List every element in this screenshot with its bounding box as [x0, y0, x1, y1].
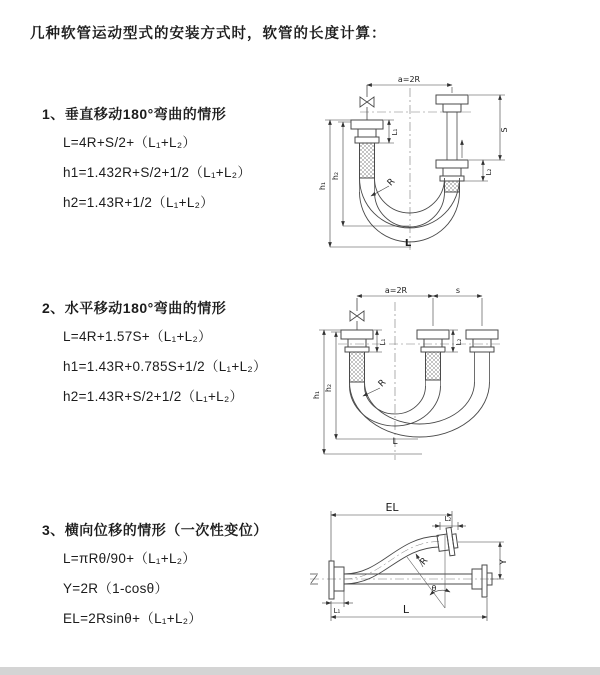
label-theta: θ — [431, 584, 437, 593]
section-2-formula-h1: h1=1.43R+0.785S+1/2（L₁+L₂） — [63, 359, 267, 374]
section-1-formula-h1: h1=1.432R+S/2+1/2（L₁+L₂） — [63, 165, 252, 180]
left-fitting — [341, 330, 373, 382]
valve-icon — [360, 85, 374, 120]
braided-hose-left — [350, 352, 365, 382]
braided-hose-left — [360, 143, 375, 178]
section-vertical-bend — [42, 104, 312, 218]
dimension-lines-2 — [319, 296, 482, 454]
valve-icon — [350, 298, 364, 330]
section-2-heading: 2、水平移动180°弯曲的情形 — [42, 300, 227, 316]
label-length: L — [402, 603, 410, 616]
section-1-formula-h2: h2=1.43R+1/2（L₁+L₂） — [63, 195, 214, 210]
section-1-formula-length: L=4R+S/2+（L₁+L₂） — [63, 135, 197, 150]
scan-edge — [0, 667, 600, 675]
upper-flange-displaced — [436, 527, 459, 557]
section-lateral-displacement — [42, 520, 312, 634]
diagram-vertical-bend — [305, 66, 575, 261]
label-l2: L₂ — [455, 338, 463, 346]
braided-hose-right — [445, 181, 460, 192]
diagram-lateral-displacement — [300, 495, 590, 655]
dimension-labels-1 — [318, 75, 509, 249]
label-radius: R — [376, 377, 389, 390]
label-length: L — [392, 437, 398, 447]
label-l2: L₂ — [444, 515, 452, 523]
middle-fitting-original — [417, 330, 449, 380]
page-title: 几种软管运动型式的安装方式时，软管的长度计算： — [30, 26, 387, 42]
braided-hose-middle — [426, 352, 441, 380]
label-stroke-s: s — [455, 286, 461, 295]
hose-assembly-2 — [338, 298, 503, 460]
section-2-formula-h2: h2=1.43R+S/2+1/2（L₁+L₂） — [63, 389, 244, 404]
hose-bend-arcs — [350, 377, 490, 437]
angle-construction — [407, 535, 445, 608]
diagram-horizontal-bend — [308, 282, 588, 467]
right-fitting-moved — [466, 330, 498, 382]
label-radius: R — [385, 176, 398, 189]
radius-leader — [371, 186, 389, 196]
section-2-formula-length: L=4R+1.57S+（L₁+L₂） — [63, 329, 212, 344]
right-flange-original — [472, 565, 492, 597]
section-3-formula-el: EL=2Rsinθ+（L₁+L₂） — [63, 611, 203, 626]
label-h2: h₂ — [324, 383, 333, 393]
dimension-labels-3 — [334, 501, 509, 616]
dimension-lines-3 — [322, 511, 504, 621]
section-3-formula-y: Y=2R（1-cosθ） — [63, 581, 169, 596]
label-stroke-s: S — [500, 127, 509, 133]
hose-assembly-3 — [310, 527, 498, 608]
section-3-formula-length: L=πRθ/90+（L₁+L₂） — [63, 551, 197, 566]
label-span-2r: a=2R — [384, 286, 408, 295]
label-span-2r: a=2R — [397, 75, 421, 84]
label-el: EL — [385, 501, 399, 514]
left-fitting — [351, 120, 383, 178]
label-y: Y — [499, 559, 509, 565]
section-3-heading: 3、横向位移的情形（一次性变位） — [42, 522, 268, 538]
section-1-heading: 1、垂直移动180°弯曲的情形 — [42, 106, 227, 122]
label-radius: R — [418, 556, 431, 568]
label-l1: L₁ — [379, 338, 387, 346]
left-flange — [329, 561, 344, 599]
label-l2: L₂ — [485, 168, 493, 176]
label-h1: h₁ — [312, 390, 321, 400]
label-l1: L₁ — [391, 128, 399, 136]
dimension-lines-1 — [325, 85, 505, 247]
label-h1: h₁ — [318, 181, 327, 191]
hose-assembly-1 — [351, 85, 473, 253]
section-horizontal-bend — [42, 298, 312, 412]
label-h2: h₂ — [331, 171, 340, 181]
label-length: L — [404, 238, 412, 249]
label-l1: L₁ — [333, 607, 341, 615]
right-fitting-moving — [436, 95, 468, 192]
